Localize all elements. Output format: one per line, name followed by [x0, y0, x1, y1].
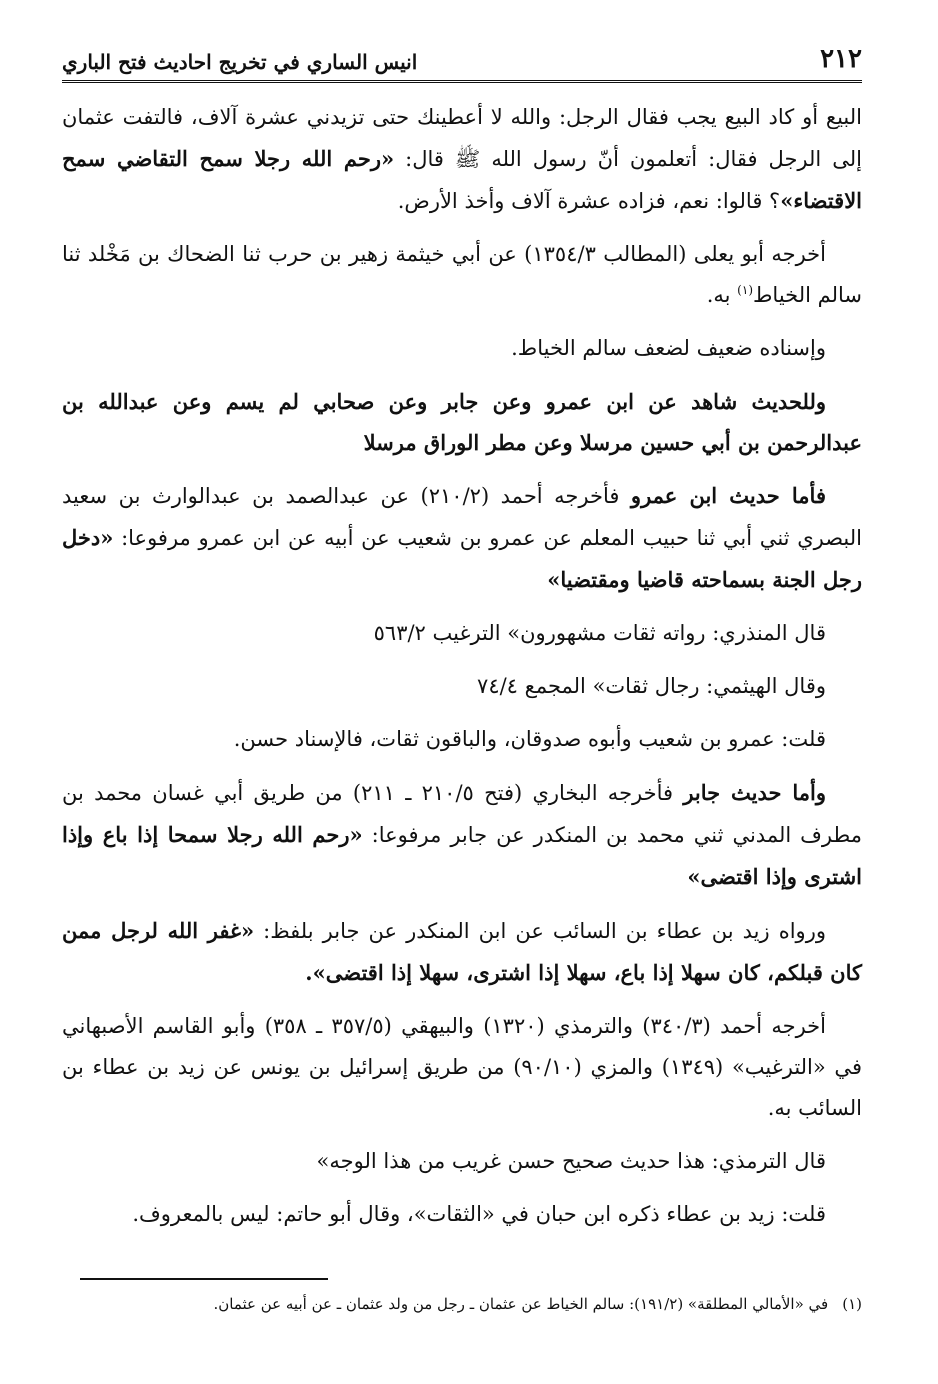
footnote-text: في «الأمالي المطلقة» (١٩١/٢): سالم الخياط عن عثمان ـ رجل من ولد عثمان ـ عن أبيه عن عثمان.: [213, 1295, 829, 1313]
paragraph-1: [62, 97, 862, 222]
p9-hadith-quote: «رحم الله رجلا سمحا إذا باع وإذا اشترى وإذا اقتضى»: [62, 822, 862, 889]
p1-text-c: ؟ قالوا: نعم، فزاده عشرة آلاف وأخذ الأرض.: [397, 189, 781, 213]
paragraph-10: [62, 910, 862, 994]
page-number: ٢١٢: [820, 44, 862, 74]
paragraph-3: وإسناده ضعيف لضعف سالم الخياط.: [511, 336, 826, 360]
p5-text-b: فأخرجه أحمد (٢١٠/٢) عن عبدالصمد بن عبدالوارث بن سعيد البصري ثني أبي ثنا حبيب المعلم عن عمرو بن شعيب عن أبيه عن ابن عمرو مرفوعا:: [62, 484, 862, 550]
p10-hadith-quote: «غفر الله لرجل ممن كان قبلكم، كان سهلا إذا باع، سهلا إذا اشترى، سهلا إذا اقتضى».: [62, 918, 862, 985]
footnote-divider: [80, 1278, 328, 1280]
footnote-ref[interactable]: (١): [737, 283, 753, 297]
paragraph-5: [62, 475, 862, 601]
p5-hadith-quote: «دخل رجل الجنة بسماحته قاضيا ومقتضيا»: [62, 525, 862, 592]
p9-text-b: فأخرجه البخاري (فتح ٢١٠/٥ ـ ٢١١) من طريق أبي غسان محمد بن مطرف المدني ثني محمد بن المنكدر عن جابر مرفوعا:: [62, 781, 862, 847]
paragraph-11: أخرجه أحمد (٣٤٠/٣) والترمذي (١٣٢٠) والبيهقي (٣٥٧/٥ ـ ٣٥٨) وأبو القاسم الأصبهاني في «الترغيب» (١٣٤٩) والمزي (٩٠/١٠) من طريق إسرائيل بن يونس عن زيد بن عطاء بن السائب به.: [62, 1014, 862, 1120]
paragraph-6: قال المنذري: رواته ثقات مشهورون» الترغيب ٥٦٣/٢: [373, 621, 826, 645]
paragraph-9: [62, 772, 862, 898]
paragraph-2: [62, 234, 862, 316]
p2-text-b: به.: [706, 283, 738, 307]
running-title: انيس الساري في تخريج احاديث فتح الباري: [62, 50, 418, 74]
p1-text-a: البيع أو كاد البيع يجب فقال الرجل: والله لا أعطينك حتى تزيدني عشرة آلاف، فالتفت عثمان إلى الرجل فقال: أتعلمون أنّ رسول الله ﷺ قال:: [62, 105, 862, 171]
p2-text-a: أخرجه أبو يعلى (المطالب ١٣٥٤/٣) عن أبي خيثمة زهير بن حرب ثنا الضحاك بن مَخْلد ثنا سالم الخياط: [62, 242, 862, 307]
paragraph-13: قلت: زيد بن عطاء ذكره ابن حبان في «الثقات»، وقال أبو حاتم: ليس بالمعروف.: [132, 1202, 826, 1226]
p5-lead: فأما حديث ابن عمرو: [630, 483, 826, 508]
p10-text-a: ورواه زيد بن عطاء بن السائب عن ابن المنكدر عن جابر بلفظ:: [254, 919, 826, 943]
paragraph-8: قلت: عمرو بن شعيب وأبوه صدوقان، والباقون ثقات، فالإسناد حسن.: [233, 727, 826, 751]
p9-lead: وأما حديث جابر: [683, 780, 826, 805]
p1-hadith-quote: «رحم الله رجلا سمح التقاضي سمح الاقتضاء»: [62, 146, 862, 213]
paragraph-7: وقال الهيثمي: رجال ثقات» المجمع ٧٤/٤: [477, 674, 826, 698]
footnote: [62, 1290, 862, 1318]
footnote-number: (١): [842, 1295, 862, 1313]
page-header: [62, 44, 862, 83]
paragraph-12: قال الترمذي: هذا حديث صحيح حسن غريب من هذا الوجه»: [316, 1149, 826, 1173]
section-heading: وللحديث شاهد عن ابن عمرو وعن جابر وعن صحابي لم يسم وعن عبدالله بن عبدالرحمن بن أبي حسين مرسلا وعن مطر الوراق مرسلا: [62, 389, 862, 455]
